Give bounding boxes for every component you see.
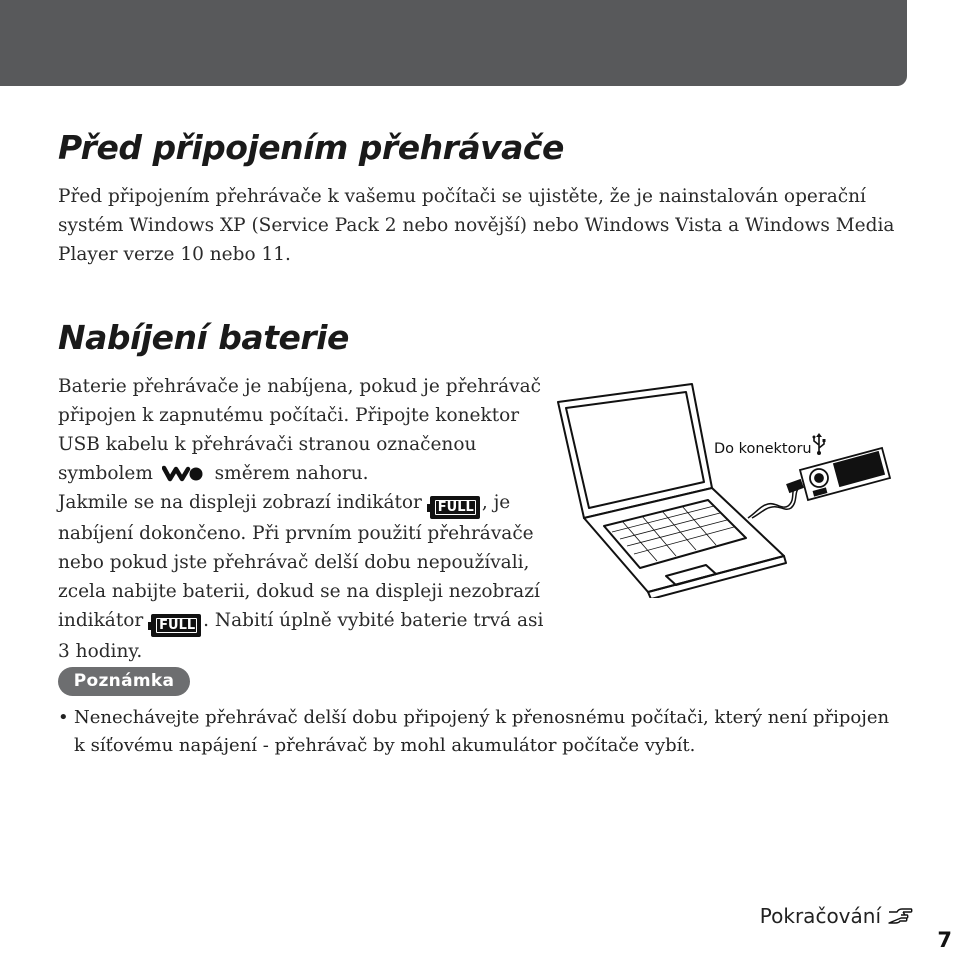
text-line: Player verze 10 nebo 11. <box>58 244 291 265</box>
header-bar <box>0 0 907 86</box>
note-badge: Poznámka <box>58 667 190 696</box>
text-fragment: směrem nahoru. <box>214 463 369 484</box>
walkman-icon <box>162 464 206 482</box>
text-line <box>58 459 543 488</box>
text-line <box>58 606 543 637</box>
text-line: Před připojením přehrávače k vašemu počítači se ujistěte, že je nainstalován operační <box>58 186 866 207</box>
text-fragment: , je <box>481 492 511 513</box>
text-fragment: Jakmile se na displeji zobrazí indikátor <box>58 492 422 513</box>
note-line <box>58 704 889 732</box>
text-line: systém Windows XP (Service Pack 2 nebo novější) nebo Windows Vista a Windows Media <box>58 215 895 236</box>
text-line: nabíjení dokončeno. Při prvním použití přehrávače <box>58 523 534 544</box>
charging-paragraph <box>58 372 543 666</box>
text-fragment: . Nabití úplně vybité baterie trvá asi <box>203 610 544 631</box>
laptop-connection-illustration <box>552 378 902 598</box>
text-line: Baterie přehrávače je nabíjena, pokud je přehrávač <box>58 376 542 397</box>
connector-label: Do konektoru <box>714 441 812 457</box>
intro-paragraph <box>58 182 894 269</box>
text-line <box>58 488 543 519</box>
page-title: Před připojením přehrávače <box>58 128 564 167</box>
text-fragment: symbolem <box>58 463 153 484</box>
note-line: k síťovému napájení - přehrávač by mohl akumulátor počítače vybít. <box>74 735 696 756</box>
continue-link[interactable] <box>760 904 913 928</box>
bullet: • <box>58 707 69 728</box>
page-number: 7 <box>937 928 952 952</box>
text-fragment: indikátor <box>58 610 144 631</box>
player-icon <box>800 448 890 500</box>
usb-cable <box>748 480 803 518</box>
full-indicator-icon: FULL <box>151 614 201 637</box>
section-title: Nabíjení baterie <box>58 318 349 357</box>
usb-icon <box>812 433 826 455</box>
text-line: nebo pokud jste přehrávač delší dobu nepoužívali, <box>58 552 530 573</box>
laptop-icon <box>558 384 786 598</box>
text-line: připojen k zapnutému počítači. Připojte konektor <box>58 405 520 426</box>
pointing-hand-icon <box>887 907 913 925</box>
full-indicator-icon: FULL <box>430 496 480 519</box>
text-line: USB kabelu k přehrávači stranou označenou <box>58 434 477 455</box>
text-line: 3 hodiny. <box>58 641 143 662</box>
text-fragment: Nenechávejte přehrávač delší dobu připojený k přenosnému počítači, který není připojen <box>74 707 890 728</box>
text-line: zcela nabijte baterii, dokud se na displeji nezobrazí <box>58 581 540 602</box>
continue-label: Pokračování <box>759 904 881 928</box>
note-text <box>58 704 889 760</box>
